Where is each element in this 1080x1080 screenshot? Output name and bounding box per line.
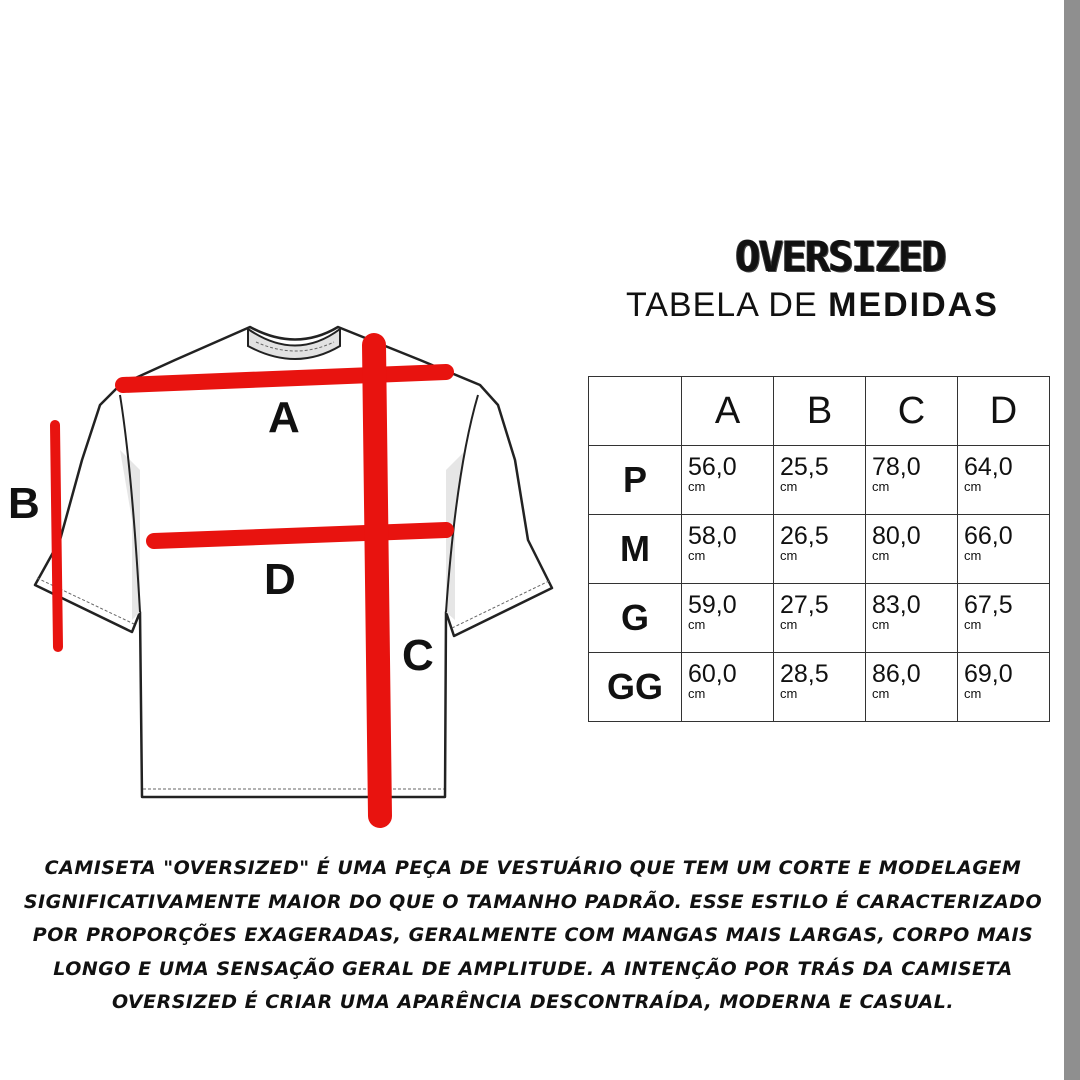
column-header-b: B xyxy=(774,377,866,446)
unit-label: cm xyxy=(872,686,890,701)
measure-cell xyxy=(682,515,774,584)
measure-cell xyxy=(774,584,866,653)
measure-cell xyxy=(682,653,774,722)
size-label: M xyxy=(589,515,682,584)
measure-cell xyxy=(866,515,958,584)
measure-cell xyxy=(866,653,958,722)
measure-value: 83,0 xyxy=(872,591,921,619)
measure-cell xyxy=(774,446,866,515)
unit-label: cm xyxy=(780,479,798,494)
unit-label: cm xyxy=(780,617,798,632)
measure-value: 56,0 xyxy=(688,453,737,481)
label-a: A xyxy=(268,393,300,442)
product-description: CAMISETA "OVERSIZED" É UMA PEÇA DE VESTUÁRIO QUE TEM UM CORTE E MODELAGEM SIGNIFICATIVAMENTE MAIOR DO QUE O TAMANHO PADRÃO. ESSE ESTILO É CARACTERIZADO POR PROPORÇÕES EXAGERADAS, GERALMENTE COM MANGAS MAIS LARGAS, CORPO MAIS LONGO E UMA SENSAÇÃO GERAL DE AMPLITUDE. A INTENÇÃO POR TRÁS DA CAMISETA OVERSIZED É CRIAR UMA APARÊNCIA DESCONTRAÍDA, MODERNA E CASUAL. xyxy=(23,857,1043,1013)
measure-value: 78,0 xyxy=(872,453,921,481)
unit-label: cm xyxy=(964,617,982,632)
measure-cell xyxy=(958,584,1050,653)
unit-label: cm xyxy=(964,479,982,494)
size-label: GG xyxy=(589,653,682,722)
subtitle-regular: TABELA DE xyxy=(626,286,829,324)
size-table xyxy=(588,376,1050,722)
column-header-d: D xyxy=(958,377,1050,446)
unit-label: cm xyxy=(688,548,706,563)
table-row xyxy=(589,653,1050,722)
size-label: P xyxy=(589,446,682,515)
measure-value: 86,0 xyxy=(872,660,921,688)
measure-value: 59,0 xyxy=(688,591,737,619)
measure-value: 66,0 xyxy=(964,522,1013,550)
unit-label: cm xyxy=(780,548,798,563)
measure-value: 28,5 xyxy=(780,660,829,688)
measure-value: 67,5 xyxy=(964,591,1013,619)
size-label: G xyxy=(589,584,682,653)
measure-cell xyxy=(866,584,958,653)
label-c: C xyxy=(402,631,434,680)
unit-label: cm xyxy=(964,686,982,701)
table-row xyxy=(589,515,1050,584)
table-row xyxy=(589,446,1050,515)
marker-b xyxy=(55,425,58,647)
marker-d xyxy=(154,530,446,541)
unit-label: cm xyxy=(688,479,706,494)
unit-label: cm xyxy=(780,686,798,701)
tshirt-diagram xyxy=(0,300,580,840)
column-header-a: A xyxy=(682,377,774,446)
measure-value: 26,5 xyxy=(780,522,829,550)
unit-label: cm xyxy=(872,479,890,494)
unit-label: cm xyxy=(872,548,890,563)
subtitle-bold: MEDIDAS xyxy=(828,286,999,324)
label-b: B xyxy=(8,479,40,528)
measure-cell xyxy=(958,653,1050,722)
measure-cell xyxy=(774,515,866,584)
measure-cell xyxy=(958,515,1050,584)
unit-label: cm xyxy=(872,617,890,632)
measure-cell xyxy=(774,653,866,722)
right-edge-strip xyxy=(1064,0,1080,1080)
unit-label: cm xyxy=(964,548,982,563)
measure-cell xyxy=(866,446,958,515)
unit-label: cm xyxy=(688,686,706,701)
unit-label: cm xyxy=(688,617,706,632)
column-header-c: C xyxy=(866,377,958,446)
measure-value: 60,0 xyxy=(688,660,737,688)
page-subtitle xyxy=(626,286,1056,325)
measure-value: 27,5 xyxy=(780,591,829,619)
marker-c xyxy=(374,345,380,816)
measure-value: 58,0 xyxy=(688,522,737,550)
brand-title: OVERSIZED xyxy=(735,232,945,281)
measure-value: 25,5 xyxy=(780,453,829,481)
label-d: D xyxy=(264,555,296,604)
measure-cell xyxy=(958,446,1050,515)
measure-value: 69,0 xyxy=(964,660,1013,688)
table-corner-cell xyxy=(589,377,682,446)
measure-value: 80,0 xyxy=(872,522,921,550)
measure-cell xyxy=(682,446,774,515)
table-row xyxy=(589,584,1050,653)
measure-value: 64,0 xyxy=(964,453,1013,481)
measure-cell xyxy=(682,584,774,653)
table-header-row xyxy=(589,377,1050,446)
